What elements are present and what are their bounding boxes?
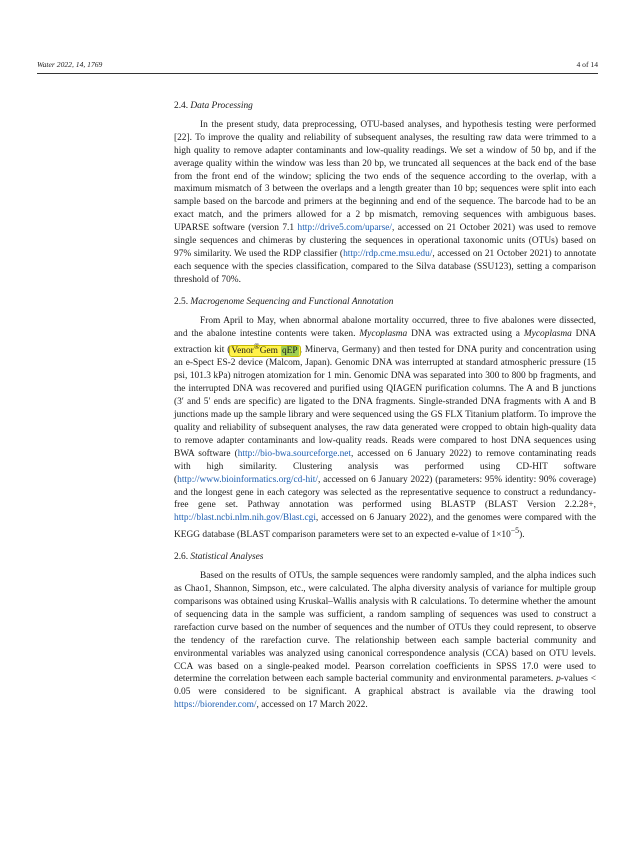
paragraph-data-processing [174,119,596,287]
section-heading-2-4 [174,100,596,113]
text-run: , accessed on 21 October 2021) was used to remove single sequences and chimeras by clustering the sequences in operational taxonomic units (OTUs) based on 97% similarity. We used the RDP classifier ( [174,223,596,259]
registered-mark: ® [253,341,260,351]
text-run: , accessed on 17 March 2022. [256,700,368,711]
article-body [174,100,596,721]
section-number: 2.6. [174,552,189,563]
section-title: Statistical Analyses [190,552,264,563]
text-run: , accessed on 6 January 2022), and the genomes were compared with the KEGG database (BLAST comparison parameters were set to an expected e-value of 1×10 [174,513,596,541]
link-blast[interactable]: http://blast.ncbi.nlm.nih.gov/Blast.cgi [174,513,316,524]
text-run: From April to May, when abnormal abalone mortality occurred, three to five abalones were dissected, and the abalone intestine contents were taken. [174,315,596,339]
text-run: Based on the results of OTUs, the sample sequences were randomly sampled, and the alpha indices such as Chao1, Shannon, Simpson, etc., were calculated. The alpha diversity analysis of variance for multiple group comparisons was obtained using Kruskal–Wallis analysis with R calculations. To determine whether the amount of sequencing data in the sample was sufficient, a random sampling of sequences was used to construct a rarefaction curve based on the number of sequences and the number of OTUs they could represent, to observe the tendency of the rarefaction curve. The relationship between each sample bacterial community and environmental variables was analyzed using canonical correspondence analysis (CCA) based on OTU levels. CCA was based on a single-peaked model. Pearson correlation coefficients in SPSS 17.0 were used to determine the correlation between each sample bacterial community and environmental parameters. [174,571,596,685]
text-run: In the present study, data preprocessing, OTU-based analyses, and hypothesis testing were performed [22]. To improve the quality and reliability of subsequent analyses, the resulting raw data were trimmed to a high quality to remove adapter contaminants and low-quality readings. We set a window of 50 bp, and if the average quality within the window was less than 20 bp, we truncated all sequences at the back end of the base from the front end of the window; splicing the two ends of the sequence according to the overlap, with a maximum mismatch of 3 between the overlaps and a length greater than 10 bp; sequences were split into each sample based on the barcode and primers at the beginning and end of the sequence. The barcode had to be an exact match, and the primers allowed for a 2 bp mismatch, removing sequences with ambiguous bases. UPARSE software (version 7.1 [174,119,596,234]
journal-year-volume: 2022, 14, 1769 [56,60,103,69]
page-number: 4 of 14 [576,60,598,69]
link-bwa[interactable]: http://bio-bwa.sourceforge.net [237,448,352,459]
text-run: , accessed on 6 January 2022) (parameters: 95% identity: 90% coverage) and the longest gene in each category was selected as the representative sequence to construct a redundancy-free gene set. Pathway annotation was performed using BLASTP (BLAST Version 2.2.28+, [174,474,596,511]
section-heading-2-5 [174,296,596,309]
journal-name: Water [37,60,55,69]
section-number: 2.4. [174,101,189,111]
text-run: Venor [231,345,254,356]
text-run: , accessed on 6 January 2022) to remove contaminating reads with high similarity. Clustering analysis was performed using CD-HIT software ( [174,448,596,485]
text-run: -values < 0.05 were considered to be significant. A graphical abstract is available via the drawing tool [174,674,597,698]
text-run: ). [519,530,525,541]
link-uparse[interactable]: http://drive5.com/uparse/ [297,223,393,234]
link-cdhit[interactable]: http://www.bioinformatics.org/cd-hit/ [177,474,318,485]
italic-term: p [556,674,561,685]
highlight-annotation[interactable] [230,341,299,356]
section-title: Data Processing [190,101,253,111]
section-heading-2-6 [174,551,596,564]
link-rdp[interactable]: http://rdp.cme.msu.edu/ [343,248,433,259]
superscript-exponent: −5 [510,526,520,536]
text-run: , Minerva, Germany) and then tested for DNA purity and concentration using an e-Spect ES-2 device (Malcom, Japan). Genomic DNA was interrupted at standard atmospheric pressure (15 psi, 101.3 kPa) nitrogen atomization for 1 min. Genomic DNA was separated into 300 to 800 bp fragments, and the interrupted DNA was recovered and purified using QIAGEN purification columns. The A and B junctions (3′ and 5′ ends are specific) are ligated to the DNA fragments. Single-stranded DNA fragments with A and B junctions made up the sample library and were sequenced using the GS FLX Titanium platform. To improve the quality and reliability of subsequent analyses, the raw data generated were cropped to obtain high-quality data to remove adapter contaminants and low-quality reads. Reads were compared to host DNA sequences using BWA software ( [174,345,596,459]
paragraph-statistical-analyses [174,570,596,712]
link-biorender[interactable]: https://biorender.com/ [174,700,257,711]
text-run: , accessed on 21 October 2021) to annotate each sequence with the species classification, compared to the Silva database (SSU123), setting a comparison threshold of 70%. [174,248,596,285]
running-header [37,60,598,69]
paragraph-macrogenome [174,315,596,543]
italic-term: Mycoplasma [523,328,572,339]
section-title: Macrogenome Sequencing and Functional Annotation [190,296,394,307]
section-number: 2.5. [174,296,189,307]
text-run: DNA was extracted using a [407,328,524,339]
header-rule [37,73,598,74]
highlight-annotation-green[interactable]: qEP [281,345,298,356]
text-run: DNA extraction kit ( [174,328,596,356]
italic-term: Mycoplasma [359,328,408,339]
text-run: Gem [259,345,281,356]
